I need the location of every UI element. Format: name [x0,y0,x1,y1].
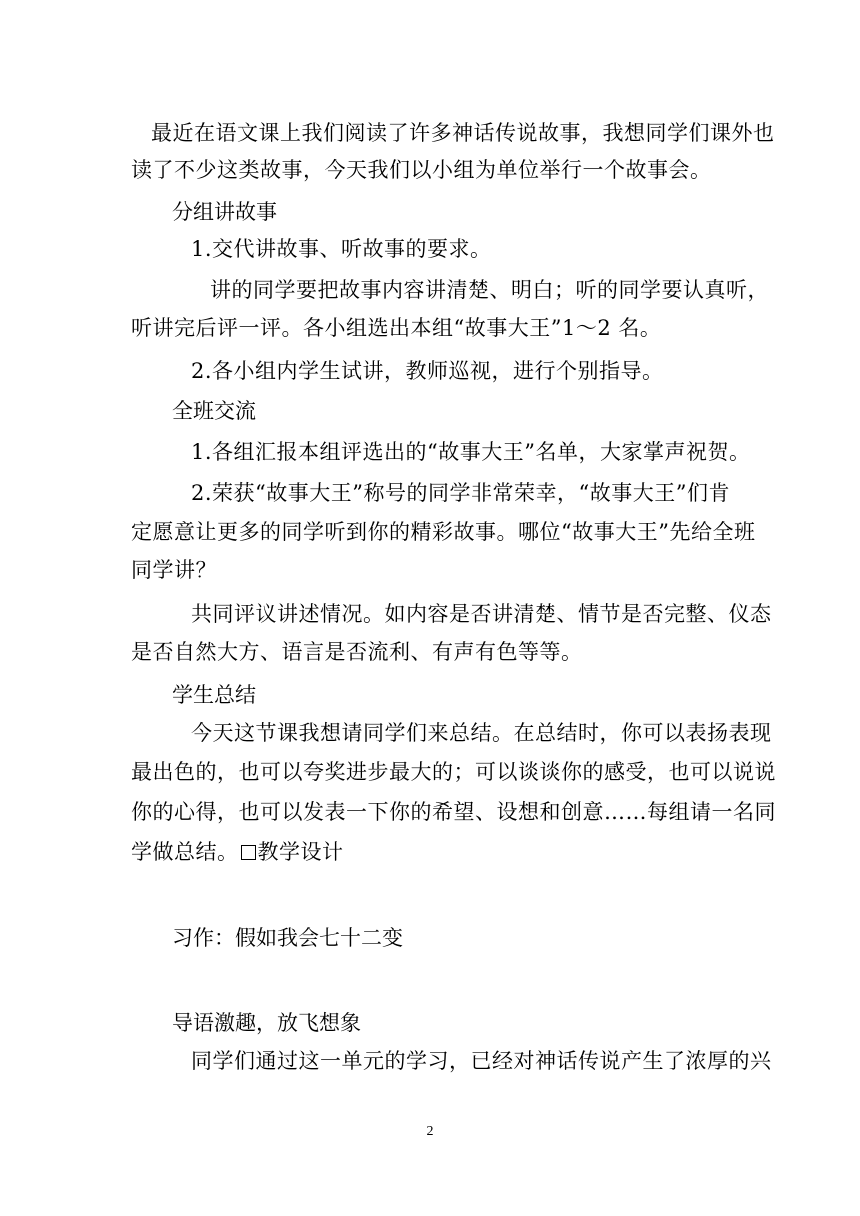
paragraph-requirements-line-1: 讲的同学要把故事内容讲清楚、明白；听的同学要认真听， [210,278,769,302]
paragraph-intro-line-1: 最近在语文课上我们阅读了许多神话传说故事，我想同学们课外也 [151,121,775,145]
empty-checkbox-icon [241,845,256,860]
section-heading-student-summary: 学生总结 [172,683,256,707]
list-item-2: 2.各小组内学生试讲，教师巡视，进行个别指导。 [191,359,664,383]
section-heading-intro: 导语激趣，放飞想象 [172,1011,361,1035]
teaching-design-label: 教学设计 [257,840,344,864]
paragraph-evaluation-line-2: 是否自然大方、语言是否流利、有声有色等等。 [131,640,583,664]
paragraph-summary-line-2: 最出色的，也可以夸奖进步最大的；可以谈谈你的感受，也可以说说 [131,760,776,784]
paragraph-intro-line-2: 读了不少这类故事，今天我们以小组为单位举行一个故事会。 [131,158,712,182]
section-heading-writing: 习作：假如我会七十二变 [172,926,403,950]
section-heading-class-exchange: 全班交流 [172,399,256,423]
list-item-4-line-3: 同学讲？ [131,558,217,582]
paragraph-summary-line-3: 你的心得，也可以发表一下你的希望、设想和创意……每组请一名同 [131,800,776,824]
list-item-4-line-2: 定愿意让更多的同学听到你的精彩故事。哪位“故事大王”先给全班 [131,520,756,544]
list-item-1: 1.交代讲故事、听故事的要求。 [191,237,492,261]
list-item-3: 1.各组汇报本组评选出的“故事大王”名单，大家掌声祝贺。 [191,440,751,464]
paragraph-final-line-1: 同学们通过这一单元的学习，已经对神话传说产生了浓厚的兴 [191,1049,772,1073]
paragraph-evaluation-line-1: 共同评议讲述情况。如内容是否讲清楚、情节是否完整、仪态 [191,602,772,626]
paragraph-summary-line-4 [131,837,741,867]
paragraph-summary-line-1: 今天这节课我想请同学们来总结。在总结时，你可以表扬表现 [191,721,772,745]
section-heading-group-stories: 分组讲故事 [172,200,277,224]
paragraph-summary-line-4-text: 学做总结。 [131,840,239,864]
page-number: 2 [426,1124,434,1139]
paragraph-requirements-line-2: 听讲完后评一评。各小组选出本组“故事大王”1～2 名。 [131,316,662,340]
list-item-4-line-1: 2.荣获“故事大王”称号的同学非常荣幸，“故事大王”们肯 [191,481,730,505]
